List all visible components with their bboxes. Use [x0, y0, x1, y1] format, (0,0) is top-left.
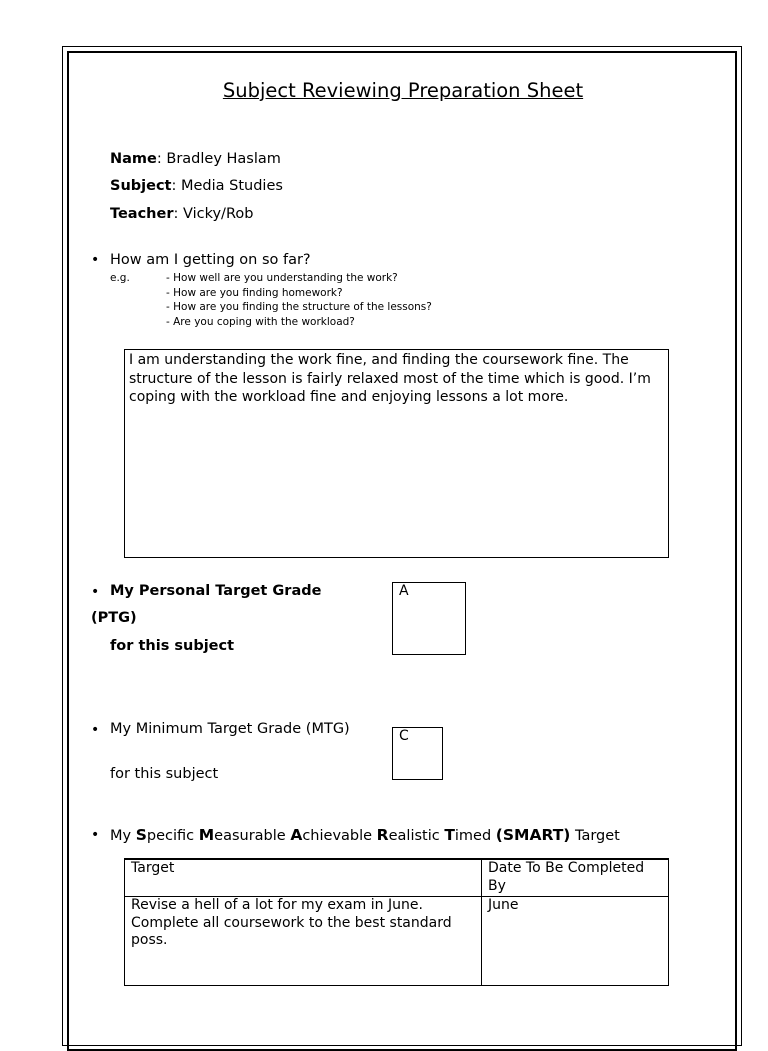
page-title: Subject Reviewing Preparation Sheet [222, 79, 584, 102]
smart-part: S [135, 826, 147, 844]
ptg-abbrev: (PTG) [91, 610, 137, 626]
name-label: Name [110, 151, 157, 167]
smart-part: (SMART) [495, 826, 571, 844]
teacher-value: : Vicky/Rob [173, 206, 254, 222]
bullet-icon: • [91, 252, 100, 268]
teacher-field [110, 206, 253, 222]
subject-value: : Media Studies [171, 178, 283, 194]
eg-item: - How are you finding homework? [166, 286, 343, 299]
subject-label: Subject [110, 178, 172, 194]
name-field [110, 151, 281, 167]
smart-part: M [198, 826, 215, 844]
ptg-grade-box[interactable]: A [392, 582, 466, 655]
smart-part: My [110, 828, 136, 844]
name-value: : Bradley Haslam [156, 151, 281, 167]
mtg-heading: My Minimum Target Grade (MTG) [110, 721, 350, 737]
smart-targets-table [124, 858, 669, 986]
smart-part: T [444, 826, 455, 844]
table-row [125, 897, 669, 986]
subject-field [110, 178, 283, 194]
smart-part: pecific [146, 828, 199, 844]
question-heading: How am I getting on so far? [110, 252, 311, 268]
ptg-heading: My Personal Target Grade [110, 583, 322, 599]
eg-list [166, 271, 432, 329]
ptg-subject-label: for this subject [110, 638, 235, 654]
eg-item: - How are you finding the structure of the lessons? [166, 301, 432, 313]
smart-part: A [290, 826, 303, 844]
smart-part: chievable [302, 828, 377, 844]
eg-label: e.g. [110, 272, 130, 284]
teacher-label: Teacher [110, 206, 174, 222]
bullet-icon: • [91, 584, 100, 600]
mtg-subject-label: for this subject [110, 766, 219, 782]
bullet-icon: • [91, 722, 100, 738]
eg-item: - How well are you understanding the work? [166, 272, 398, 284]
eg-item: - Are you coping with the workload? [166, 315, 355, 328]
header-date: Date To Be Completed By [482, 859, 669, 897]
smart-part: ealistic [388, 828, 445, 844]
target-cell[interactable]: Revise a hell of a lot for my exam in June. Complete all coursework to the best standard poss. [125, 897, 482, 986]
smart-part: easurable [214, 828, 291, 844]
smart-heading [110, 826, 620, 844]
smart-part: imed [454, 828, 496, 844]
bullet-icon: • [91, 827, 100, 843]
smart-part: R [376, 826, 389, 844]
table-header-row [125, 859, 669, 897]
mtg-grade-box[interactable]: C [392, 727, 443, 780]
smart-part: Target [570, 828, 620, 844]
date-cell[interactable]: June [482, 897, 669, 986]
answer-box[interactable]: I am understanding the work fine, and finding the coursework fine. The structure of the lesson is fairly relaxed most of the time which is good. I’m coping with the workload fine and enjoying lessons a lot more. [124, 349, 669, 558]
header-target: Target [125, 859, 482, 897]
